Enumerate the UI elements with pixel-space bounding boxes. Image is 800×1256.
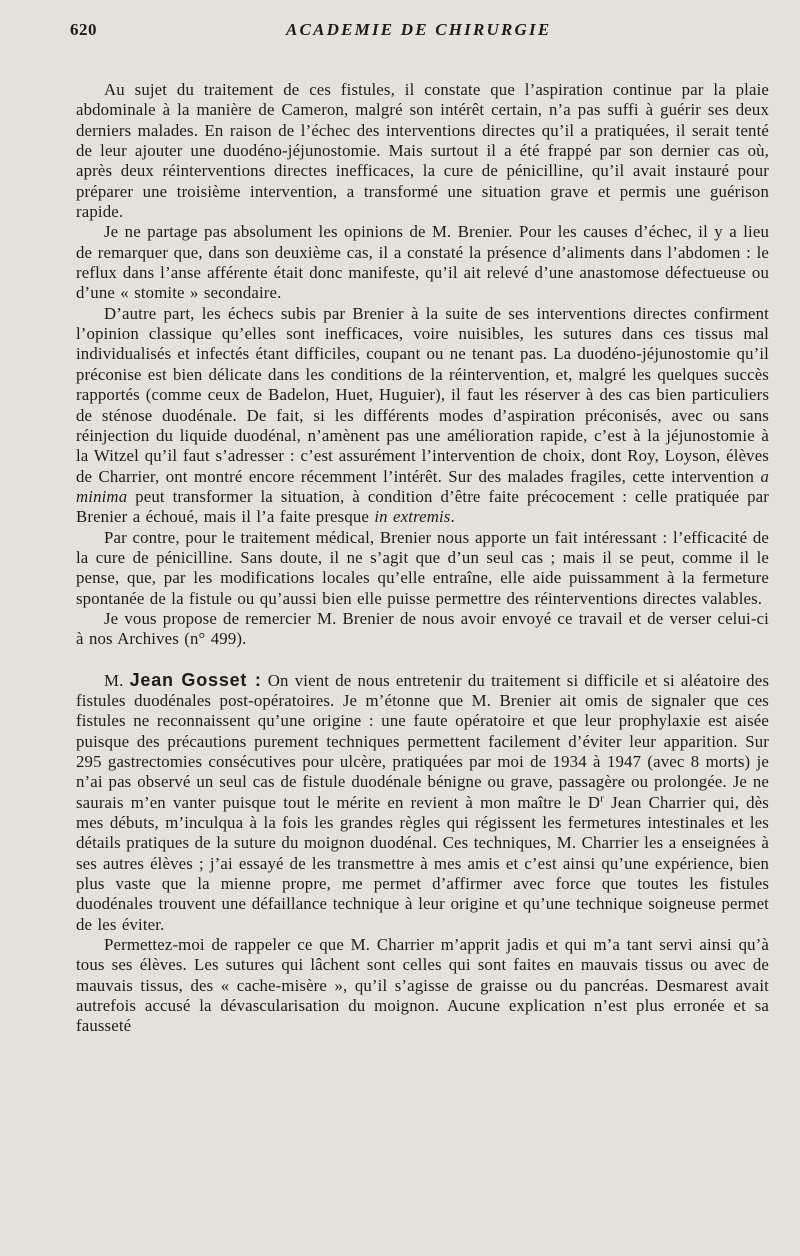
paragraph-text: peut transformer la situation, à condition d’être faite précocement : celle pratiquée par Brenier a échoué, mais il l’a faite presque <box>76 486 769 527</box>
italic-term-a-minima: a minima <box>76 466 769 506</box>
article-body <box>76 80 769 1037</box>
paragraph-brenier-opinions: Je ne partage pas absolument les opinions de M. Brenier. Pour les causes d’échec, il y a lieu de remarquer que, dans son deuxième cas, il a constaté la présence d’aliments dans l’abdomen : le reflux dans l’anse afférente était donc manifeste, qu’il ait relevé d’une anastomose défectueuse ou d’une « stomite » secondaire. <box>76 222 769 303</box>
paragraph-gosset-intervention <box>76 670 769 935</box>
paragraph-text: . <box>450 507 455 527</box>
paragraph-cameron-aspiration: Au sujet du traitement de ces fistules, il constate que l’aspiration continue par la plaie abdominale à la manière de Cameron, malgré son intérêt certain, n’a pas suffi à guérir ses deux derniers malades. En raison de l’échec des interventions directes qu’il a pratiquées, il serait tenté de leur ajouter une duodéno-jéjunostomie. Mais surtout il a été frappé par son dernier cas où, après deux réinterventions directes inefficaces, la cure de pénicilline, qu’il avait instauré pour préparer une troisième intervention, a transformé une situation grave et permis une guérison rapide. <box>76 80 769 222</box>
paragraph-text: Jean Charrier qui, dès mes débuts, m’inculqua à la fois les grandes règles qui régissent les fermetures intestinales et les détails pratiques de la suture du moignon duodénal. Ces techniques, M. Charrier les a enseignées à ses autres élèves ; j’ai essayé de les transmettre à mes amis et c’est ainsi qu’une expérience, bien plus vaste que la mienne propre, me permet d’affirmer avec force que toutes les fistules duodénales trouvent une défaillance technique à leur origine et qu’une technique soigneuse permet de les éviter. <box>76 792 769 934</box>
running-head <box>70 20 770 46</box>
paragraph-thanks-archives: Je vous propose de remercier M. Brenier de nous avoir envoyé ce travail et de verser celui-ci à nos Archives (n° 499). <box>76 608 769 649</box>
paragraph-penicillin-treatment: Par contre, pour le traitement médical, Brenier nous apporte un fait intéressant : l’efficacité de la cure de pénicilline. Sans doute, il ne s’agit que d’un seul cas ; mais il se peut, comme il le pense, que, par les modifications locales qu’elle entraîne, elle aide puissamment à la fermeture spontanée de la fistule ou qu’aussi bien elle puisse permettre des réinterventions directes valables. <box>76 527 769 608</box>
page-number: 620 <box>70 20 97 39</box>
superscript-doctor: r <box>600 792 604 805</box>
paragraph-text: D’autre part, les échecs subis par Brenier à la suite de ses interventions directes confirment l’opinion classique qu’elles sont inefficaces, voire nuisibles, les sutures dans ces tissus mal individualisés et infectés étant difficiles, coupant ou ne tenant pas. La duodéno-jéjunostomie qu’il préconise est bien délicate dans les conditions de la réintervention, et, malgré les quelques succès rapportés (comme ceux de Badelon, Huet, Huguier), il faut les réserver à des cas bien particuliers de sténose duodénale. De fait, si les différents modes d’aspiration préconisés, avec ou sans réinjection du liquide duodénal, n’amènent pas une amélioration rapide, c’est à la jéjunostomie à la Witzel qu’il faut s’adresser : c’est assurément l’intervention de choix, dont Roy, Loyson, élèves de Charrier, ont montré encore récemment l’intérêt. Sur des malades fragiles, cette intervention <box>76 303 769 486</box>
paragraph-charrier-teaching: Permettez-moi de rappeler ce que M. Charrier m’apprit jadis et qui m’a tant servi ainsi qu’à tous ses élèves. Les sutures qui lâchent sont celles qui sont faites en mauvais tissus ou avec de mauvais tissus, des « cache-misère », qu’il s’agisse de graisse ou du pancréas. Desmarest avait autrefois accusé la dévascularisation du moignon. Aucune explication n’est plus erronée et sa fausseté <box>76 935 769 1036</box>
journal-title: ACADEMIE DE CHIRURGIE <box>286 20 552 39</box>
speaker-name: Jean Gosset : <box>129 669 262 690</box>
paragraph-text: On vient de nous entretenir du traitement si difficile et si aléatoire des fistules duodénales post-opératoires. Je m’étonne que M. Brenier ait omis de signaler que ces fistules ne reconnaissent qu’une origine : une faute opératoire et que leur prophylaxie est aisée puisque des précautions purement techniques permettent facilement d’éviter leur apparition. Sur 295 gastrectomies consécutives pour ulcère, pratiquées par moi de 1934 à 1947 (avec 8 morts) je n’ai pas observé un seul cas de fistule duodénale bénigne ou grave, passagère ou prolongée. Je ne saurais m’en vanter puisque tout le mérite en revient à mon maître le D <box>76 670 770 812</box>
paragraph-direct-interventions <box>76 304 769 528</box>
speaker-title: M. <box>104 670 130 690</box>
italic-term-in-extremis: in extremis <box>374 507 451 527</box>
